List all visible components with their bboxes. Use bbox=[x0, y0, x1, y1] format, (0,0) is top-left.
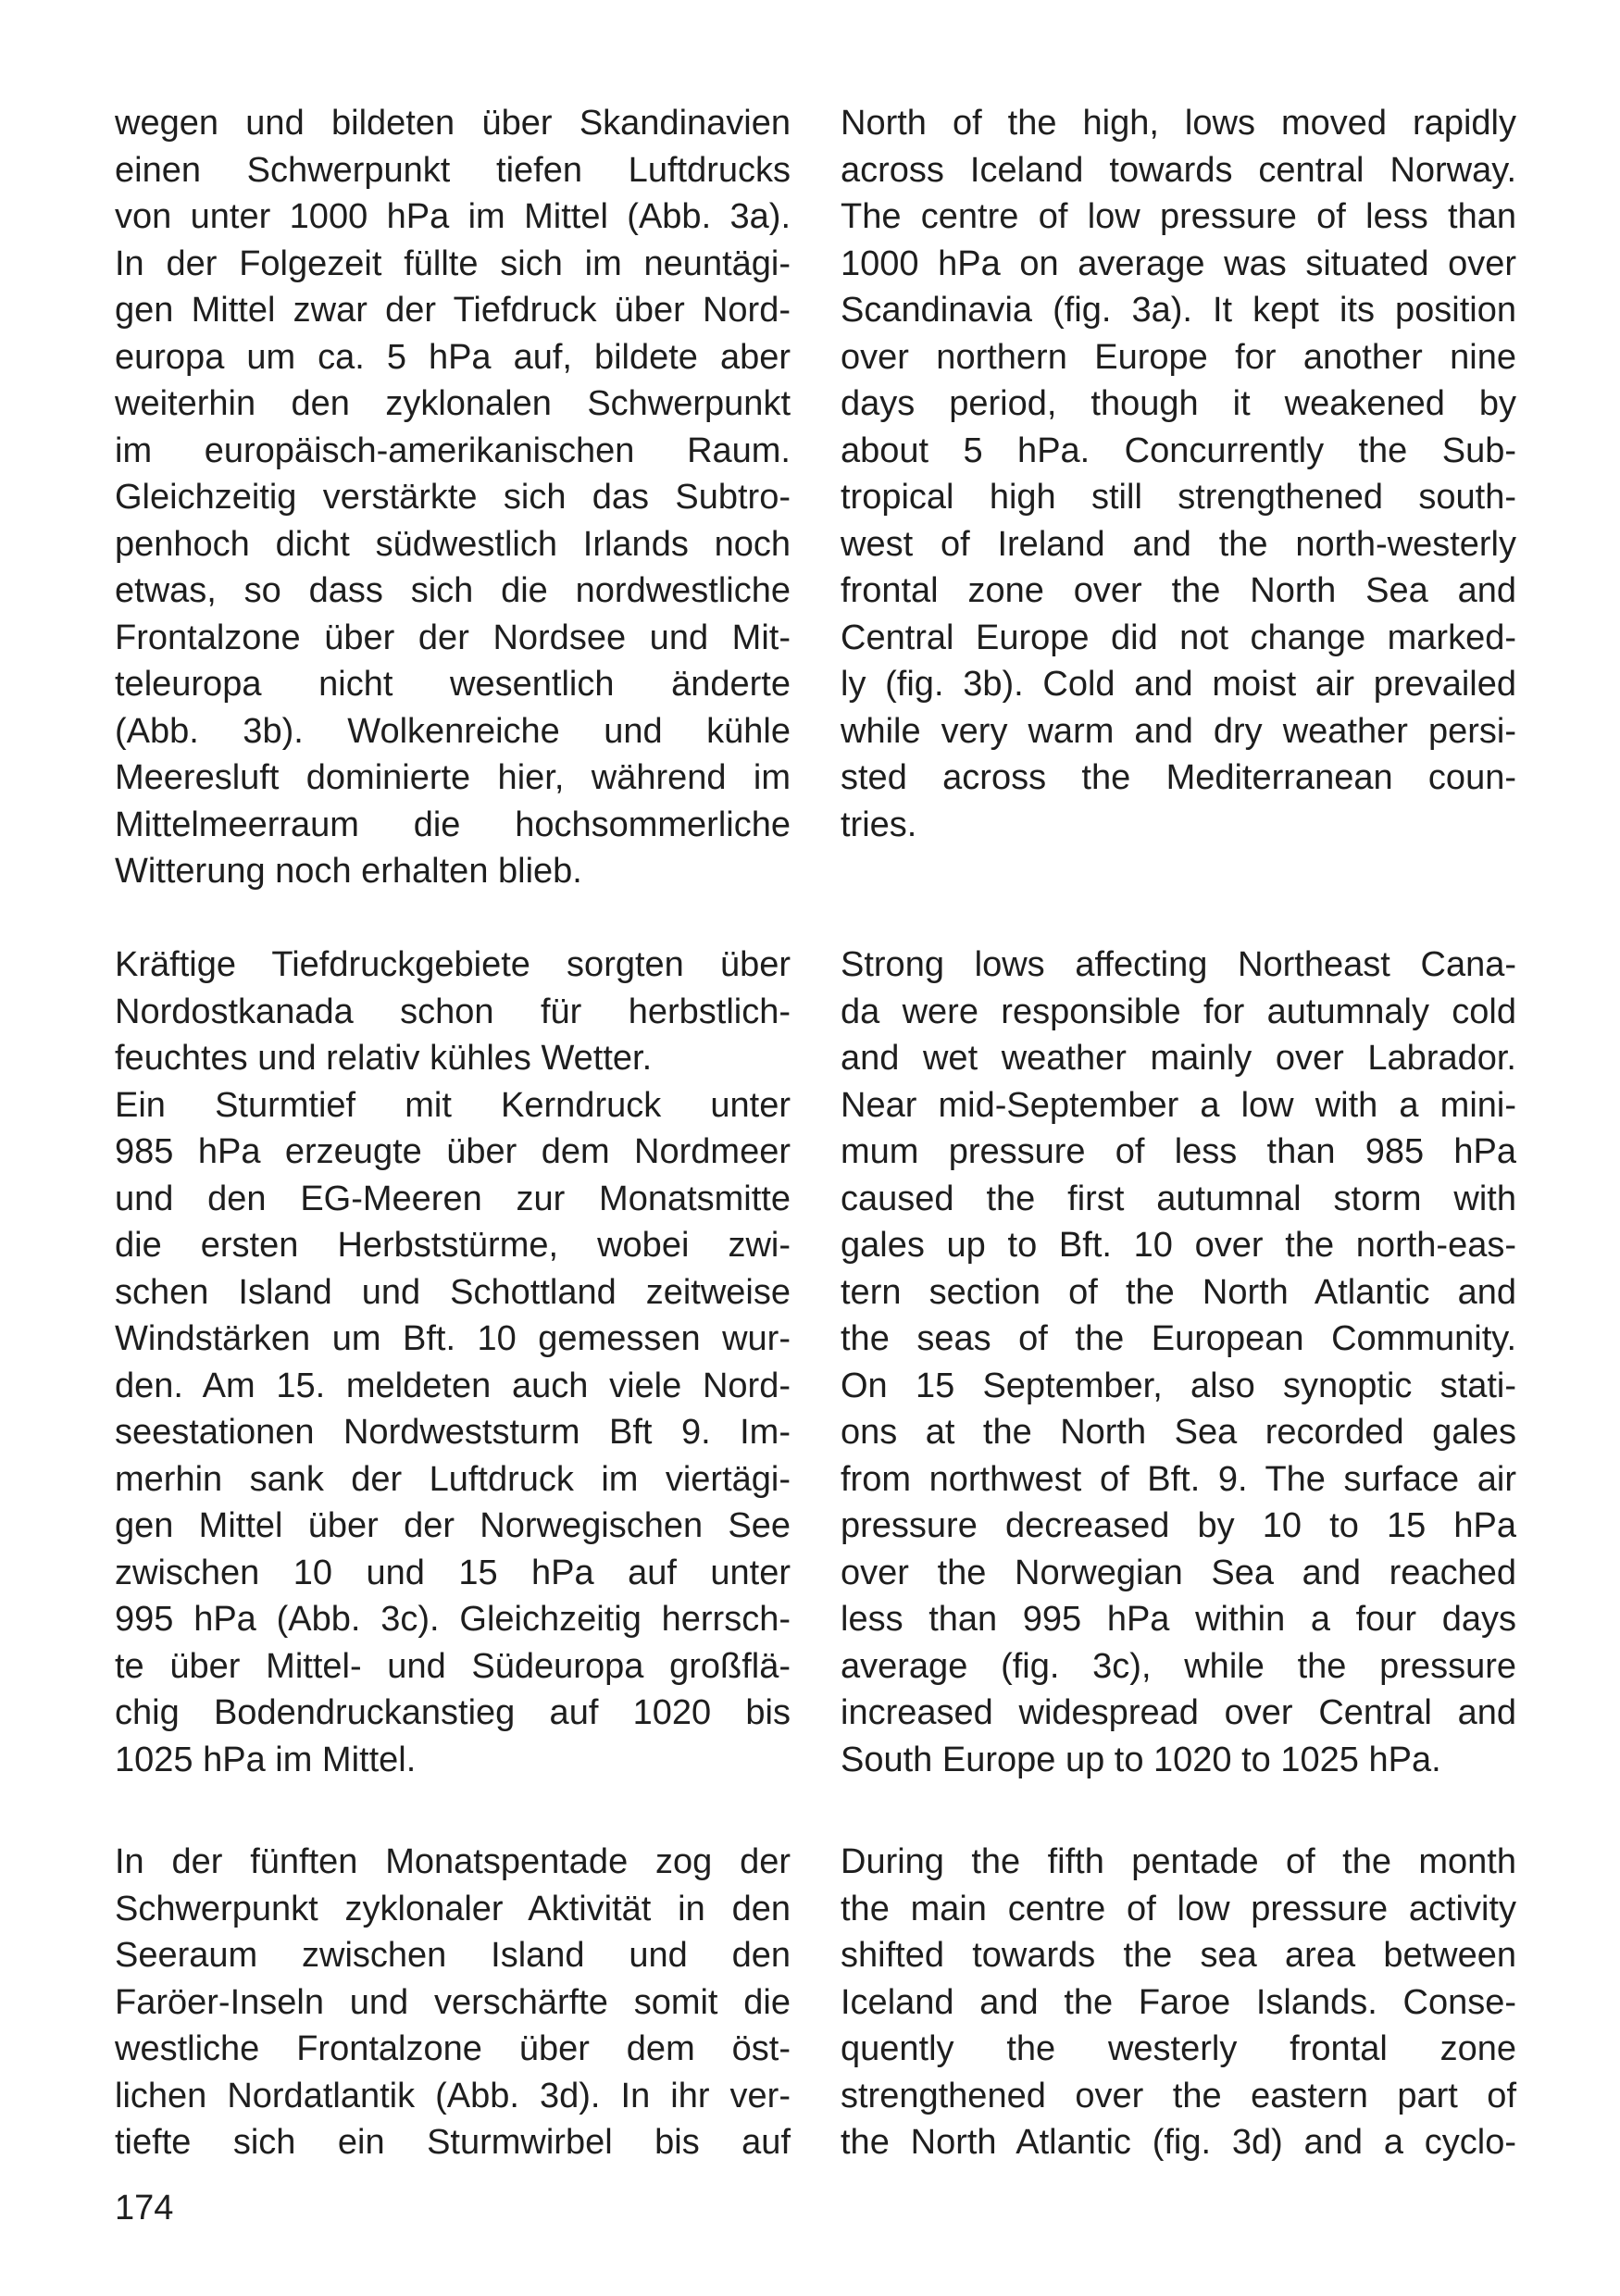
text-line: Nordostkanada schon für herbstlich- bbox=[115, 992, 791, 1031]
text-line: North of the high, lows moved rapidly bbox=[841, 104, 1516, 143]
text-line: the North Atlantic (fig. 3d) and a cyclo- bbox=[841, 2123, 1516, 2162]
text-line: strengthened over the eastern part of bbox=[841, 2076, 1516, 2115]
text-line: schen Island und Schottland zeitweise bbox=[115, 1272, 791, 1312]
text-line: the main centre of low pressure activity bbox=[841, 1889, 1516, 1928]
text-line: da were responsible for autumnaly cold bbox=[841, 992, 1516, 1031]
text-line: Faröer-Inseln und verschärfte somit die bbox=[115, 1982, 791, 2022]
text-line: zwischen 10 und 15 hPa auf unter bbox=[115, 1553, 791, 1592]
text-line: 985 hPa erzeugte über dem Nordmeer bbox=[115, 1132, 791, 1171]
text-line: 1025 hPa im Mittel. bbox=[115, 1740, 417, 1779]
text-line: In der Folgezeit füllte sich im neuntägi- bbox=[115, 243, 791, 283]
text-line: Mittelmeerraum die hochsommerliche bbox=[115, 805, 791, 844]
text-line: ons at the North Sea recorded gales bbox=[841, 1413, 1516, 1452]
text-line: over the Norwegian Sea and reached bbox=[841, 1553, 1516, 1592]
text-line: ly (fig. 3b). Cold and moist air prevailed bbox=[841, 665, 1516, 704]
text-line: South Europe up to 1020 to 1025 hPa. bbox=[841, 1740, 1441, 1779]
text-line: shifted towards the sea area between bbox=[841, 1936, 1516, 1975]
text-line: mum pressure of less than 985 hPa bbox=[841, 1132, 1516, 1171]
text-line: den. Am 15. meldeten auch viele Nord- bbox=[115, 1366, 791, 1405]
text-line: einen Schwerpunkt tiefen Luftdrucks bbox=[115, 150, 791, 190]
text-line: 1000 hPa on average was situated over bbox=[841, 243, 1516, 283]
text-line: from northwest of Bft. 9. The surface air bbox=[841, 1459, 1516, 1499]
text-line: im europäisch-amerikanischen Raum. bbox=[115, 430, 791, 470]
text-line: tern section of the North Atlantic and bbox=[841, 1272, 1516, 1312]
text-line: Near mid-September a low with a mini- bbox=[841, 1085, 1516, 1125]
text-line: frontal zone over the North Sea and bbox=[841, 571, 1516, 610]
german-paragraph-1 bbox=[115, 100, 791, 895]
text-line: und den EG-Meeren zur Monatsmitte bbox=[115, 1179, 791, 1218]
text-line: (Abb. 3b). Wolkenreiche und kühle bbox=[115, 711, 791, 751]
text-line: over northern Europe for another nine bbox=[841, 337, 1516, 377]
text-line: In der fünften Monatspentade zog der bbox=[115, 1842, 791, 1881]
text-line: Central Europe did not change marked- bbox=[841, 618, 1516, 657]
text-line: wegen und bildeten über Skandinavien bbox=[115, 104, 791, 143]
text-line: westliche Frontalzone über dem öst- bbox=[115, 2029, 791, 2068]
text-line: Ein Sturmtief mit Kerndruck unter bbox=[115, 1085, 791, 1125]
english-paragraph-3 bbox=[841, 1839, 1516, 2166]
text-line: days period, though it weakened by bbox=[841, 384, 1516, 423]
text-line: Scandinavia (fig. 3a). It kept its position bbox=[841, 291, 1516, 330]
text-line: tiefte sich ein Sturmwirbel bis auf bbox=[115, 2123, 791, 2162]
text-line: von unter 1000 hPa im Mittel (Abb. 3a). bbox=[115, 197, 791, 236]
text-line: gen Mittel über der Norwegischen See bbox=[115, 1506, 791, 1545]
english-paragraph-2 bbox=[841, 942, 1516, 1783]
text-line: Windstärken um Bft. 10 gemessen wur- bbox=[115, 1319, 791, 1358]
text-line: The centre of low pressure of less than bbox=[841, 197, 1516, 236]
text-line: pressure decreased by 10 to 15 hPa bbox=[841, 1506, 1516, 1545]
text-line: Strong lows affecting Northeast Cana- bbox=[841, 945, 1516, 984]
text-line: etwas, so dass sich die nordwestliche bbox=[115, 571, 791, 610]
text-line: about 5 hPa. Concurrently the Sub- bbox=[841, 430, 1516, 470]
text-line: chig Bodendruckanstieg auf 1020 bis bbox=[115, 1693, 791, 1732]
text-line: Kräftige Tiefdruckgebiete sorgten über bbox=[115, 945, 791, 984]
text-line: europa um ca. 5 hPa auf, bildete aber bbox=[115, 337, 791, 377]
text-line: Meeresluft dominierte hier, während im bbox=[115, 758, 791, 797]
text-line: penhoch dicht südwestlich Irlands noch bbox=[115, 524, 791, 564]
text-line: and wet weather mainly over Labrador. bbox=[841, 1039, 1516, 1078]
text-line: tries. bbox=[841, 805, 917, 844]
text-line: Schwerpunkt zyklonaler Aktivität in den bbox=[115, 1889, 791, 1928]
text-line: tropical high still strengthened south- bbox=[841, 478, 1516, 517]
text-line: across Iceland towards central Norway. bbox=[841, 150, 1516, 190]
text-line: sted across the Mediterranean coun- bbox=[841, 758, 1516, 797]
text-line: less than 995 hPa within a four days bbox=[841, 1600, 1516, 1639]
text-line: Witterung noch erhalten blieb. bbox=[115, 852, 582, 891]
text-line: increased widespread over Central and bbox=[841, 1693, 1516, 1732]
text-line: seestationen Nordweststurm Bft 9. Im- bbox=[115, 1413, 791, 1452]
german-paragraph-3 bbox=[115, 1839, 791, 2166]
text-line: gen Mittel zwar der Tiefdruck über Nord- bbox=[115, 291, 791, 330]
text-line: Gleichzeitig verstärkte sich das Subtro- bbox=[115, 478, 791, 517]
text-line: teleuropa nicht wesentlich änderte bbox=[115, 665, 791, 704]
text-line: feuchtes und relativ kühles Wetter. bbox=[115, 1039, 653, 1078]
text-line: On 15 September, also synoptic stati- bbox=[841, 1366, 1516, 1405]
text-line: lichen Nordatlantik (Abb. 3d). In ihr ver- bbox=[115, 2076, 791, 2115]
text-line: average (fig. 3c), while the pressure bbox=[841, 1646, 1516, 1686]
text-line: west of Ireland and the north-westerly bbox=[841, 524, 1516, 564]
text-line: 995 hPa (Abb. 3c). Gleichzeitig herrsch- bbox=[115, 1600, 791, 1639]
text-line: weiterhin den zyklonalen Schwerpunkt bbox=[115, 384, 791, 423]
text-line: quently the westerly frontal zone bbox=[841, 2029, 1516, 2068]
text-line: caused the first autumnal storm with bbox=[841, 1179, 1516, 1218]
german-paragraph-2 bbox=[115, 942, 791, 1783]
text-line: while very warm and dry weather persi- bbox=[841, 711, 1516, 751]
text-line: die ersten Herbststürme, wobei zwi- bbox=[115, 1226, 791, 1265]
text-line: Seeraum zwischen Island und den bbox=[115, 1936, 791, 1975]
text-line: During the fifth pentade of the month bbox=[841, 1842, 1516, 1881]
english-paragraph-1 bbox=[841, 100, 1516, 848]
text-line: gales up to Bft. 10 over the north-eas- bbox=[841, 1226, 1516, 1265]
text-line: Frontalzone über der Nordsee und Mit- bbox=[115, 618, 791, 657]
text-line: merhin sank der Luftdruck im viertägi- bbox=[115, 1459, 791, 1499]
text-line: Iceland and the Faroe Islands. Conse- bbox=[841, 1982, 1516, 2022]
text-line: the seas of the European Community. bbox=[841, 1319, 1516, 1358]
text-line: te über Mittel- und Südeuropa großflä- bbox=[115, 1646, 791, 1686]
page-number: 174 bbox=[115, 2189, 174, 2227]
